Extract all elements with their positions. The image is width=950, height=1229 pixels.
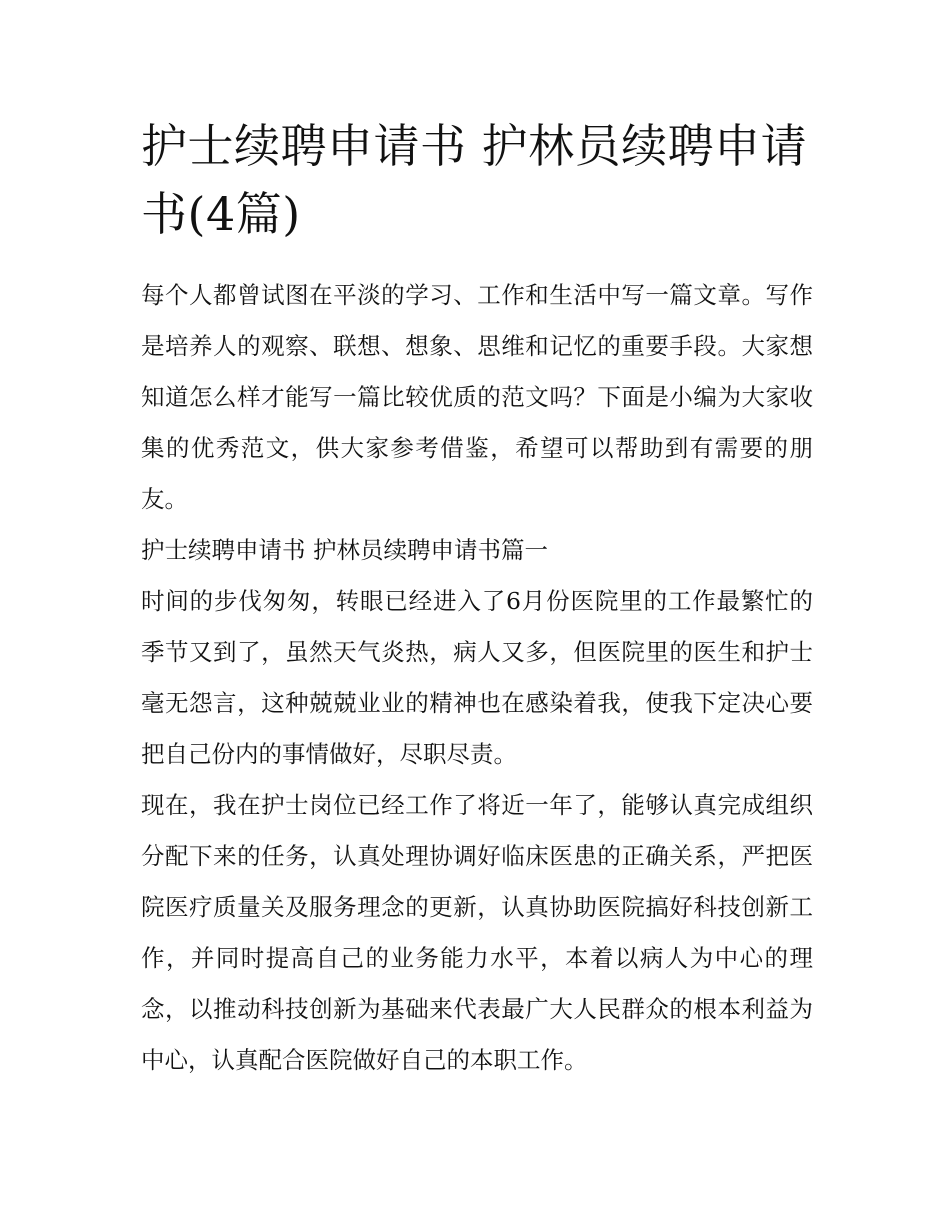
body-paragraph-1: 时间的步伐匆匆，转眼已经进入了6月份医院里的工作最繁忙的季节又到了，虽然天气炎热，病人又多，但医院里的医生和护士毫无怨言，这种兢兢业业的精神也在感染着我，使我下定决心要把自己份内的事情做好，尽职尽责。 xyxy=(141,587,813,768)
document-body xyxy=(141,270,813,1086)
section-heading: 护士续聘申请书 护林员续聘申请书篇一 xyxy=(141,536,548,564)
body-paragraph-2: 现在，我在护士岗位已经工作了将近一年了，能够认真完成组织分配下来的任务，认真处理协调好临床医患的正确关系，严把医院医疗质量关及服务理念的更新，认真协助医院搞好科技创新工作，并同时提高自己的业务能力水平，本着以病人为中心的理念，以推动科技创新为基础来代表最广大人民群众的根本利益为中心，认真配合医院做好自己的本职工作。 xyxy=(141,791,813,1074)
intro-paragraph: 每个人都曾试图在平淡的学习、工作和生活中写一篇文章。写作是培养人的观察、联想、想象、思维和记忆的重要手段。大家想知道怎么样才能写一篇比较优质的范文吗？下面是小编为大家收集的优秀范文，供大家参考借鉴，希望可以帮助到有需要的朋友。 xyxy=(141,281,813,513)
document-title: 护士续聘申请书 护林员续聘申请书(4篇) xyxy=(141,119,808,241)
document-page xyxy=(141,112,813,1086)
